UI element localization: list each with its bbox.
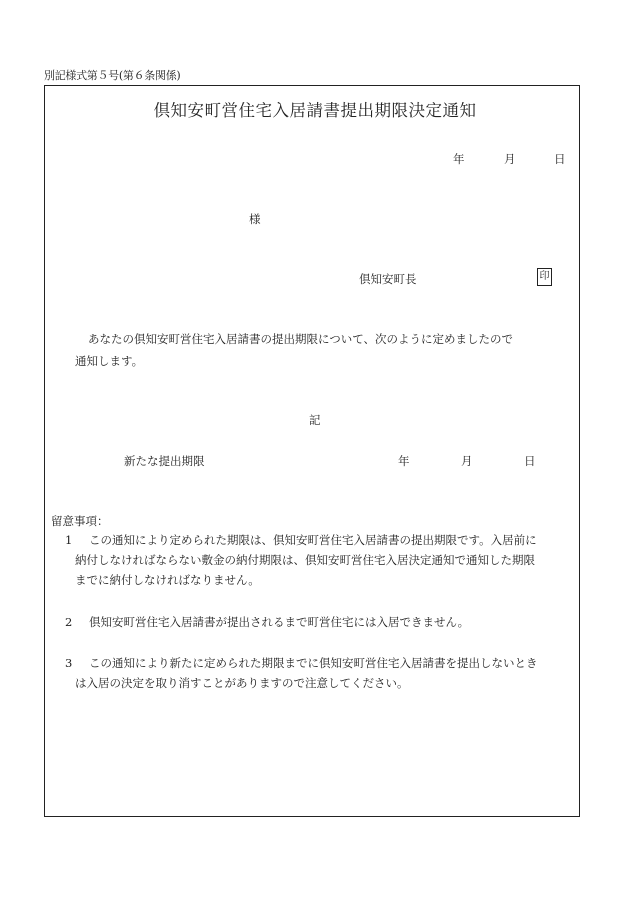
note-2-line-1: 倶知安町営住宅入居請書が提出されるまで町営住宅には入居できません。 [89,615,470,629]
note-number: 2 [65,615,73,629]
ki-heading: 記 [309,413,321,427]
note-3-line-1: この通知により新たに定められた期限までに倶知安町営住宅入居請書を提出しないとき [89,656,538,670]
seal-mark: 印 [537,268,552,286]
note-1-line-3: までに納付しなければなりません。 [75,573,260,587]
body-line-1: あなたの倶知安町営住宅入居請書の提出期限について、次のように定めましたので [88,332,514,346]
deadline-year: 年 [398,454,410,468]
deadline-month: 月 [461,454,473,468]
issuer-name: 倶知安町長 [359,272,417,286]
note-1-line-2: 納付しなければならない敷金の納付期限は、倶知安町営住宅入居決定通知で通知した期限 [75,553,535,567]
note-1-line-1: この通知により定められた期限は、倶知安町営住宅入居請書の提出期限です。入居前に [89,533,537,547]
note-number: 1 [65,533,73,547]
notes-heading: 留意事項： [51,514,109,528]
note-number: 3 [65,656,73,670]
addressee-suffix: 様 [249,212,261,226]
issue-date-year: 年 [453,152,465,166]
issue-date-day: 日 [554,152,566,166]
body-line-2: 通知します。 [75,354,144,368]
note-3-line-2: は入居の決定を取り消すことがありますので注意してください。 [75,676,409,690]
form-label: 別記様式第５号(第６条関係) [44,69,181,82]
issue-date-month: 月 [504,152,516,166]
page-title: 倶知安町営住宅入居請書提出期限決定通知 [153,101,477,120]
deadline-label: 新たな提出期限 [124,454,205,468]
deadline-day: 日 [524,454,536,468]
document-frame [44,85,580,817]
